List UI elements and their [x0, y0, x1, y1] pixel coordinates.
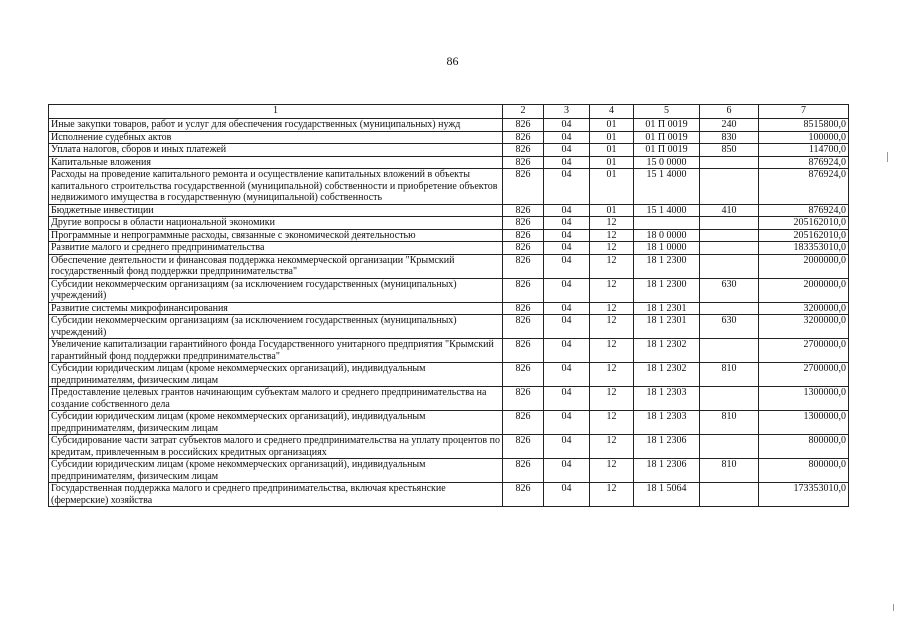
row-name-cell: Субсидии некоммерческим организациям (за исключением государственных (муниципальных) учреждений): [49, 315, 503, 339]
row-code-cell: 01: [590, 119, 634, 132]
row-code-cell: 18 1 2302: [634, 339, 700, 363]
row-code-cell: [700, 242, 759, 255]
table-row: [49, 278, 849, 302]
row-code-cell: 12: [590, 339, 634, 363]
row-code-cell: 04: [544, 169, 590, 205]
row-amount-cell: 876924,0: [759, 204, 849, 217]
table-row: [49, 435, 849, 459]
row-code-cell: 826: [503, 302, 544, 315]
row-code-cell: 12: [590, 315, 634, 339]
column-header: 4: [590, 105, 634, 119]
row-amount-cell: 3200000,0: [759, 315, 849, 339]
table-row: [49, 339, 849, 363]
row-code-cell: 18 1 2303: [634, 411, 700, 435]
row-code-cell: 826: [503, 254, 544, 278]
row-code-cell: 630: [700, 315, 759, 339]
row-code-cell: 01 П 0019: [634, 144, 700, 157]
row-name-cell: Исполнение судебных актов: [49, 131, 503, 144]
row-name-cell: Субсидирование части затрат субъектов малого и среднего предпринимательства на уплату процентов по кредитам, привлеченным в российских кредитных организациях: [49, 435, 503, 459]
row-name-cell: Субсидии юридическим лицам (кроме некоммерческих организаций), индивидуальным предпринимателям, физическим лицам: [49, 459, 503, 483]
column-header: 6: [700, 105, 759, 119]
table-body: [49, 119, 849, 507]
row-amount-cell: 800000,0: [759, 459, 849, 483]
row-code-cell: 15 1 4000: [634, 204, 700, 217]
row-code-cell: 18 1 2306: [634, 435, 700, 459]
row-code-cell: 18 1 2300: [634, 254, 700, 278]
row-amount-cell: 173353010,0: [759, 483, 849, 507]
row-amount-cell: 800000,0: [759, 435, 849, 459]
row-code-cell: 04: [544, 315, 590, 339]
row-code-cell: [700, 339, 759, 363]
column-header: 3: [544, 105, 590, 119]
row-code-cell: [700, 217, 759, 230]
row-code-cell: 810: [700, 411, 759, 435]
table-row: [49, 204, 849, 217]
table-row: [49, 131, 849, 144]
column-header: 2: [503, 105, 544, 119]
row-amount-cell: 205162010,0: [759, 229, 849, 242]
row-code-cell: 04: [544, 144, 590, 157]
row-code-cell: 630: [700, 278, 759, 302]
row-code-cell: 04: [544, 483, 590, 507]
row-name-cell: Программные и непрограммные расходы, связанные с экономической деятельностью: [49, 229, 503, 242]
table-row: [49, 229, 849, 242]
row-code-cell: 04: [544, 242, 590, 255]
row-code-cell: 826: [503, 229, 544, 242]
row-code-cell: 410: [700, 204, 759, 217]
table-row: [49, 217, 849, 230]
row-code-cell: 04: [544, 131, 590, 144]
row-amount-cell: 8515800,0: [759, 119, 849, 132]
row-name-cell: Увеличение капитализации гарантийного фонда Государственного унитарного предприятия "Крымский гарантийный фонд поддержки предпринимательства": [49, 339, 503, 363]
row-name-cell: Субсидии юридическим лицам (кроме некоммерческих организаций), индивидуальным предпринимателям, физическим лицам: [49, 411, 503, 435]
row-code-cell: 04: [544, 204, 590, 217]
row-code-cell: 826: [503, 242, 544, 255]
row-code-cell: 12: [590, 229, 634, 242]
row-amount-cell: 205162010,0: [759, 217, 849, 230]
row-name-cell: Другие вопросы в области национальной экономики: [49, 217, 503, 230]
row-code-cell: 18 1 0000: [634, 242, 700, 255]
table-header-row: [49, 105, 849, 119]
row-name-cell: Предоставление целевых грантов начинающим субъектам малого и среднего предпринимательства на создание собственного дела: [49, 387, 503, 411]
row-name-cell: Уплата налогов, сборов и иных платежей: [49, 144, 503, 157]
row-code-cell: 826: [503, 204, 544, 217]
row-code-cell: 12: [590, 254, 634, 278]
row-name-cell: Субсидии некоммерческим организациям (за исключением государственных (муниципальных) учреждений): [49, 278, 503, 302]
row-code-cell: [700, 302, 759, 315]
row-code-cell: [700, 387, 759, 411]
table-row: [49, 302, 849, 315]
row-name-cell: Бюджетные инвестиции: [49, 204, 503, 217]
row-amount-cell: 1300000,0: [759, 387, 849, 411]
row-code-cell: 12: [590, 278, 634, 302]
row-code-cell: 826: [503, 278, 544, 302]
row-code-cell: 18 1 2306: [634, 459, 700, 483]
row-code-cell: [700, 169, 759, 205]
table-row: [49, 156, 849, 169]
row-code-cell: 12: [590, 411, 634, 435]
row-amount-cell: 2700000,0: [759, 339, 849, 363]
row-code-cell: 830: [700, 131, 759, 144]
row-code-cell: 04: [544, 339, 590, 363]
row-code-cell: 826: [503, 339, 544, 363]
row-code-cell: 04: [544, 363, 590, 387]
row-code-cell: [700, 435, 759, 459]
table-row: [49, 119, 849, 132]
row-amount-cell: 876924,0: [759, 169, 849, 205]
row-code-cell: 826: [503, 169, 544, 205]
row-code-cell: 12: [590, 459, 634, 483]
row-code-cell: 12: [590, 363, 634, 387]
row-name-cell: Обеспечение деятельности и финансовая поддержка некоммерческой организации "Крымский государственный фонд поддержки предпринимательства": [49, 254, 503, 278]
row-amount-cell: 1300000,0: [759, 411, 849, 435]
row-code-cell: 04: [544, 254, 590, 278]
row-code-cell: 240: [700, 119, 759, 132]
row-name-cell: Иные закупки товаров, работ и услуг для обеспечения государственных (муниципальных) нужд: [49, 119, 503, 132]
table-row: [49, 459, 849, 483]
row-code-cell: 810: [700, 363, 759, 387]
row-code-cell: 01: [590, 169, 634, 205]
table-row: [49, 483, 849, 507]
row-code-cell: [700, 156, 759, 169]
row-code-cell: 18 1 2301: [634, 315, 700, 339]
row-code-cell: 826: [503, 387, 544, 411]
row-amount-cell: 2000000,0: [759, 278, 849, 302]
row-code-cell: 18 1 5064: [634, 483, 700, 507]
row-code-cell: 04: [544, 459, 590, 483]
row-code-cell: 826: [503, 435, 544, 459]
row-code-cell: 850: [700, 144, 759, 157]
row-code-cell: 826: [503, 156, 544, 169]
row-code-cell: 826: [503, 131, 544, 144]
row-code-cell: 18 1 2301: [634, 302, 700, 315]
table-row: [49, 315, 849, 339]
table-row: [49, 254, 849, 278]
row-code-cell: 810: [700, 459, 759, 483]
row-amount-cell: 876924,0: [759, 156, 849, 169]
scan-mark: [887, 152, 888, 162]
row-code-cell: 18 1 2302: [634, 363, 700, 387]
row-code-cell: 15 0 0000: [634, 156, 700, 169]
row-code-cell: 826: [503, 363, 544, 387]
row-code-cell: 04: [544, 435, 590, 459]
row-name-cell: Субсидии юридическим лицам (кроме некоммерческих организаций), индивидуальным предпринимателям, физическим лицам: [49, 363, 503, 387]
row-code-cell: 04: [544, 387, 590, 411]
row-code-cell: 01: [590, 156, 634, 169]
row-code-cell: 826: [503, 217, 544, 230]
column-header: 7: [759, 105, 849, 119]
row-code-cell: [700, 483, 759, 507]
row-code-cell: [700, 229, 759, 242]
row-code-cell: 01: [590, 204, 634, 217]
row-code-cell: 04: [544, 411, 590, 435]
row-code-cell: 12: [590, 435, 634, 459]
row-code-cell: 12: [590, 242, 634, 255]
row-amount-cell: 183353010,0: [759, 242, 849, 255]
row-code-cell: 18 1 2303: [634, 387, 700, 411]
row-amount-cell: 114700,0: [759, 144, 849, 157]
row-code-cell: [700, 254, 759, 278]
table-row: [49, 169, 849, 205]
table-row: [49, 242, 849, 255]
row-code-cell: 04: [544, 156, 590, 169]
row-code-cell: 04: [544, 229, 590, 242]
row-code-cell: 04: [544, 302, 590, 315]
row-code-cell: 15 1 4000: [634, 169, 700, 205]
row-code-cell: 04: [544, 217, 590, 230]
table-row: [49, 144, 849, 157]
row-name-cell: Капитальные вложения: [49, 156, 503, 169]
row-code-cell: 826: [503, 459, 544, 483]
column-header: 5: [634, 105, 700, 119]
row-code-cell: 01 П 0019: [634, 119, 700, 132]
row-code-cell: 12: [590, 387, 634, 411]
row-code-cell: 826: [503, 483, 544, 507]
row-code-cell: 826: [503, 119, 544, 132]
row-amount-cell: 100000,0: [759, 131, 849, 144]
row-code-cell: 04: [544, 119, 590, 132]
row-code-cell: 04: [544, 278, 590, 302]
row-code-cell: 826: [503, 144, 544, 157]
row-code-cell: 18 1 2300: [634, 278, 700, 302]
row-code-cell: 12: [590, 302, 634, 315]
row-name-cell: Расходы на проведение капитального ремонта и осуществление капитальных вложений в объекты капитального строительства государственной (муниципальной) собственности и приобретение объектов недвижимого имущества в государственную (муниципальной) собственность: [49, 169, 503, 205]
row-name-cell: Государственная поддержка малого и среднего предпринимательства, включая крестьянские (фермерские) хозяйства: [49, 483, 503, 507]
column-header: 1: [49, 105, 503, 119]
row-name-cell: Развитие малого и среднего предпринимательства: [49, 242, 503, 255]
scan-mark: [893, 604, 894, 611]
row-amount-cell: 2000000,0: [759, 254, 849, 278]
row-code-cell: 18 0 0000: [634, 229, 700, 242]
table-row: [49, 363, 849, 387]
row-code-cell: 826: [503, 315, 544, 339]
row-name-cell: Развитие системы микрофинансирования: [49, 302, 503, 315]
row-amount-cell: 3200000,0: [759, 302, 849, 315]
row-code-cell: 01 П 0019: [634, 131, 700, 144]
row-code-cell: 01: [590, 131, 634, 144]
row-code-cell: 12: [590, 483, 634, 507]
page-number: 86: [446, 54, 459, 68]
table-row: [49, 387, 849, 411]
row-code-cell: 826: [503, 411, 544, 435]
row-code-cell: 12: [590, 217, 634, 230]
row-code-cell: [634, 217, 700, 230]
row-amount-cell: 2700000,0: [759, 363, 849, 387]
budget-table: [48, 104, 849, 507]
row-code-cell: 01: [590, 144, 634, 157]
table-row: [49, 411, 849, 435]
